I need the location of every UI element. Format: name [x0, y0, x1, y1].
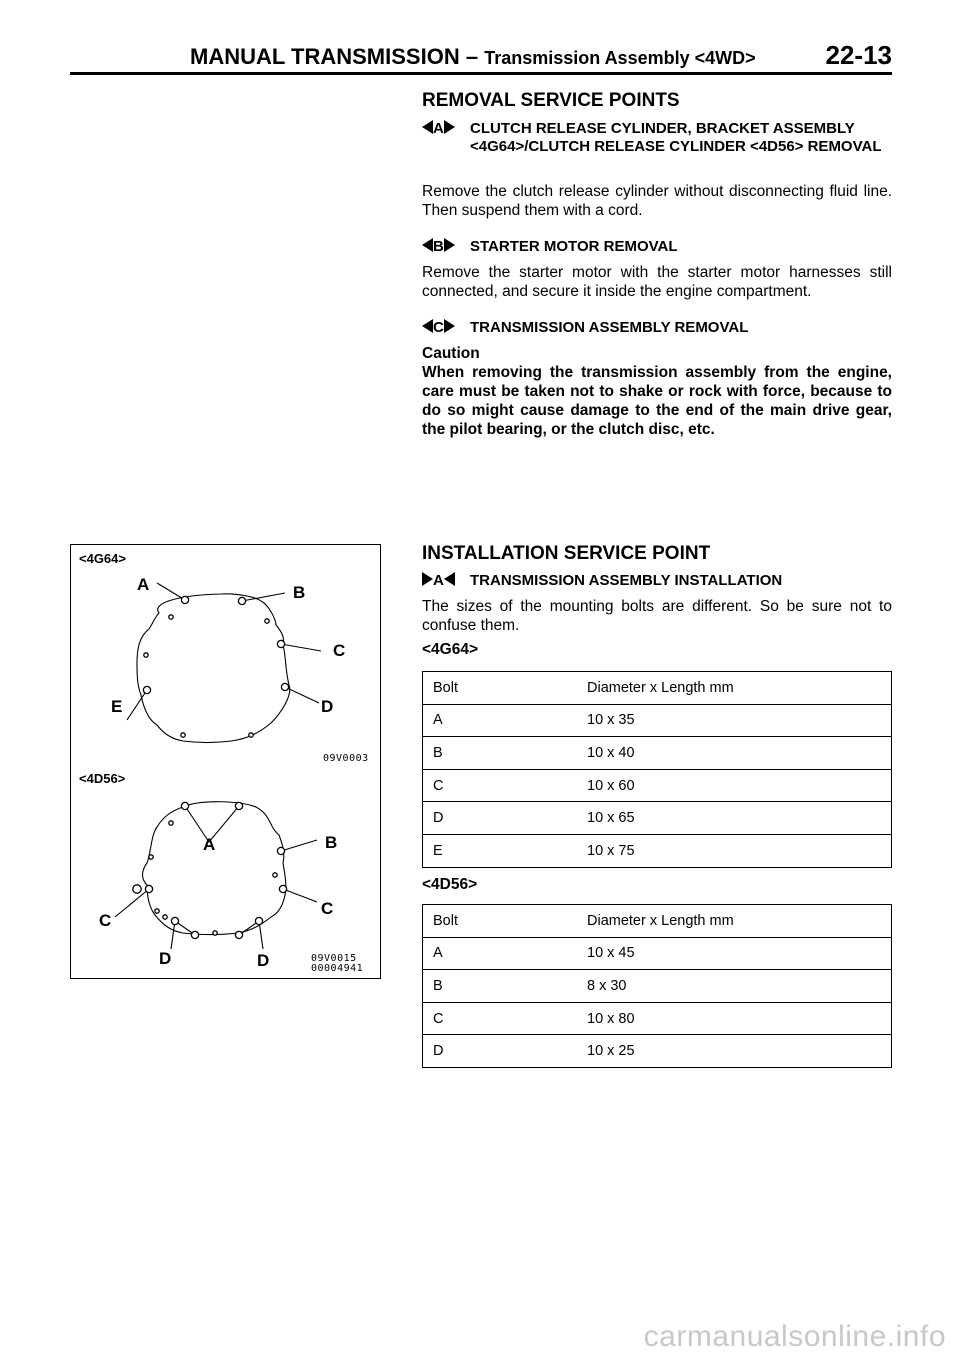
right-triangle-icon: [444, 238, 455, 252]
size-cell: 10 x 45: [577, 937, 892, 970]
bolt-cell: A: [423, 704, 578, 737]
callout-c-left-4d56: C: [99, 911, 112, 930]
bolt-cell: C: [423, 1002, 578, 1035]
table-row: [423, 937, 892, 970]
removal-step-a: [422, 120, 892, 156]
bolt-cell: A: [423, 937, 578, 970]
table-row: [423, 802, 892, 835]
bolt-cell: B: [423, 737, 578, 770]
table-row: [423, 1002, 892, 1035]
callout-a-4d56: A: [203, 835, 216, 854]
bolt-cell: C: [423, 769, 578, 802]
callout-d-4g64: D: [321, 697, 334, 716]
step-b-letter: B: [433, 238, 444, 255]
table-row: [423, 737, 892, 770]
size-cell: 10 x 40: [577, 737, 892, 770]
size-cell: 10 x 60: [577, 769, 892, 802]
size-cell: 10 x 80: [577, 1002, 892, 1035]
right-triangle-icon: [422, 572, 433, 586]
step-a-marker: [422, 120, 455, 138]
right-triangle-icon: [444, 120, 455, 134]
step-a-letter: A: [433, 120, 444, 137]
housing-outline-4g64: [137, 594, 290, 743]
left-triangle-icon: [422, 319, 433, 333]
table-row: [423, 704, 892, 737]
callout-c-right-4d56: C: [321, 899, 334, 918]
figure-label-4d56: <4D56>: [79, 771, 126, 786]
page-number: 22-13: [825, 40, 892, 70]
leader-c-right-4d56: [283, 889, 317, 902]
title-main: MANUAL TRANSMISSION: [190, 44, 460, 69]
watermark: carmanualsonline.info: [643, 1320, 946, 1353]
step-b-text: Remove the starter motor with the starter motor harnesses still connected, and secure it inside the engine compartment.: [422, 264, 892, 300]
header-size: Diameter x Length mm: [577, 905, 892, 938]
caution-text: When removing the transmission assembly from the engine, care must be taken not to shake or rock with force, because to do so might cause damage to the end of the main drive gear, the pilot bearing, or the clutch disc, etc.: [422, 364, 892, 438]
table-row: [423, 834, 892, 867]
page-title: [190, 44, 756, 70]
left-triangle-icon: [444, 572, 455, 586]
table-row: [423, 1035, 892, 1068]
step-b-marker: [422, 238, 455, 256]
caution-label: Caution: [422, 345, 480, 362]
bolt-cell: D: [423, 1035, 578, 1068]
removal-heading: REMOVAL SERVICE POINTS: [422, 90, 680, 111]
callout-a-4g64: A: [137, 575, 150, 594]
right-triangle-icon: [444, 319, 455, 333]
step-c-title: TRANSMISSION ASSEMBLY REMOVAL: [470, 319, 749, 336]
figure-code-bottom-1: 09V0015: [311, 953, 357, 964]
header-bolt: Bolt: [423, 672, 578, 705]
installation-heading: INSTALLATION SERVICE POINT: [422, 543, 711, 564]
step-c-letter: C: [433, 319, 444, 336]
page-header: [70, 38, 892, 75]
title-sub: Transmission Assembly <4WD>: [484, 48, 756, 68]
bolt-cell: D: [423, 802, 578, 835]
step-c-marker: [422, 319, 455, 337]
title-separator: –: [459, 44, 485, 69]
table-row: [423, 769, 892, 802]
callout-d-left-4d56: D: [159, 949, 172, 968]
install-a-letter: A: [433, 572, 444, 589]
leader-a-4g64: [157, 583, 185, 600]
leader-d-4g64: [285, 687, 319, 703]
table-header-row: [423, 905, 892, 938]
installation-text: The sizes of the mounting bolts are different. So be sure not to confuse them.: [422, 598, 892, 634]
callout-b-4g64: B: [293, 583, 306, 602]
size-cell: 10 x 25: [577, 1035, 892, 1068]
figure-code-bottom-2: 00004941: [311, 963, 364, 974]
install-a-title: TRANSMISSION ASSEMBLY INSTALLATION: [470, 572, 783, 589]
left-triangle-icon: [422, 238, 433, 252]
header-bolt: Bolt: [423, 905, 578, 938]
bolt-location-figure: [70, 544, 381, 979]
size-cell: 10 x 75: [577, 834, 892, 867]
step-a-text: Remove the clutch release cylinder without disconnecting fluid line. Then suspend them with a cord.: [422, 183, 892, 219]
leader-c-left-4d56: [115, 889, 149, 917]
callout-c-4g64: C: [333, 641, 346, 660]
table-label-4d56: <4D56>: [422, 876, 478, 893]
bolt-cell: E: [423, 834, 578, 867]
removal-step-c: [422, 319, 892, 337]
size-cell: 10 x 35: [577, 704, 892, 737]
bolt-cell: B: [423, 970, 578, 1003]
header-size: Diameter x Length mm: [577, 672, 892, 705]
table-header-row: [423, 672, 892, 705]
bolt-table-4d56: [422, 904, 892, 1068]
figure-label-4g64: <4G64>: [79, 551, 126, 566]
figure-code-top: 09V0003: [323, 753, 369, 764]
installation-step-a: [422, 572, 892, 590]
size-cell: 10 x 65: [577, 802, 892, 835]
step-a-title: CLUTCH RELEASE CYLINDER, BRACKET ASSEMBLY <4G64>/CLUTCH RELEASE CYLINDER <4D56> REMOVAL: [470, 120, 882, 155]
table-row: [423, 970, 892, 1003]
size-cell: 8 x 30: [577, 970, 892, 1003]
leader-c-4g64: [281, 644, 321, 651]
callout-d-right-4d56: D: [257, 951, 270, 970]
bolt-table-4g64: [422, 671, 892, 868]
install-a-marker: [422, 572, 455, 590]
left-triangle-icon: [422, 120, 433, 134]
callout-e-4g64: E: [111, 697, 123, 716]
leader-b-4g64: [242, 593, 285, 601]
removal-step-b: [422, 238, 892, 256]
table-label-4g64: <4G64>: [422, 641, 479, 658]
leader-b-4d56: [281, 840, 317, 851]
step-b-title: STARTER MOTOR REMOVAL: [470, 238, 678, 255]
callout-b-4d56: B: [325, 833, 338, 852]
